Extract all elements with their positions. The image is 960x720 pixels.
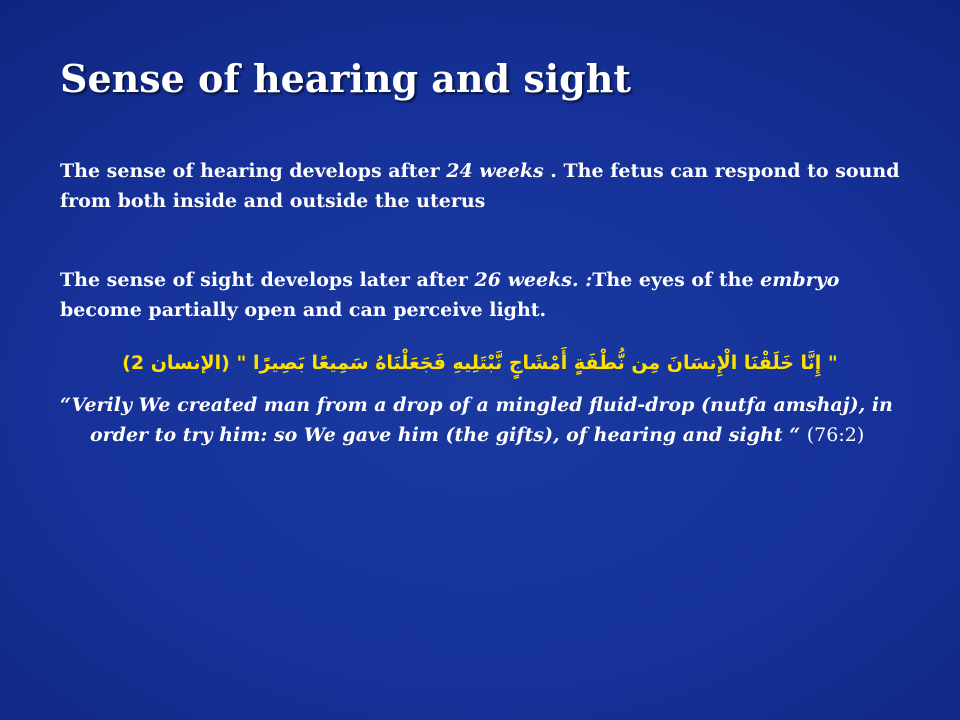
slide-title: Sense of hearing and sight	[60, 56, 631, 101]
verse-translation	[60, 390, 900, 450]
hearing-text-a: The sense of hearing develops after	[60, 160, 447, 182]
hearing-weeks: 24 weeks	[446, 160, 544, 182]
hearing-text-b: . The fetus can respond to sound from both inside and outside the uterus	[60, 160, 900, 212]
hearing-paragraph	[60, 156, 900, 216]
translation-text: “Verily We created man from a drop of a mingled fluid-drop (nutfa amshaj), in order to try him: so We gave him (the gifts), of hearing and sight “	[60, 394, 893, 446]
sight-embryo: embryo	[760, 269, 840, 291]
sight-text-c: become partially open and can perceive light.	[60, 299, 547, 321]
sight-text-a: The sense of sight develops later after	[60, 269, 475, 291]
arabic-verse: " إِنَّا خَلَقْنَا الْإِنسَانَ مِن نُّطْفَةٍ أَمْشَاجٍ نَّبْتَلِيهِ فَجَعَلْنَاهُ سَمِيعًا بَصِيرًا " (الإنسان 2)	[122, 352, 838, 374]
verse-reference: (76:2)	[806, 424, 865, 446]
sight-paragraph	[60, 265, 900, 325]
sight-text-b: The eyes of the	[592, 269, 761, 291]
sight-weeks: 26 weeks. :	[474, 269, 593, 291]
